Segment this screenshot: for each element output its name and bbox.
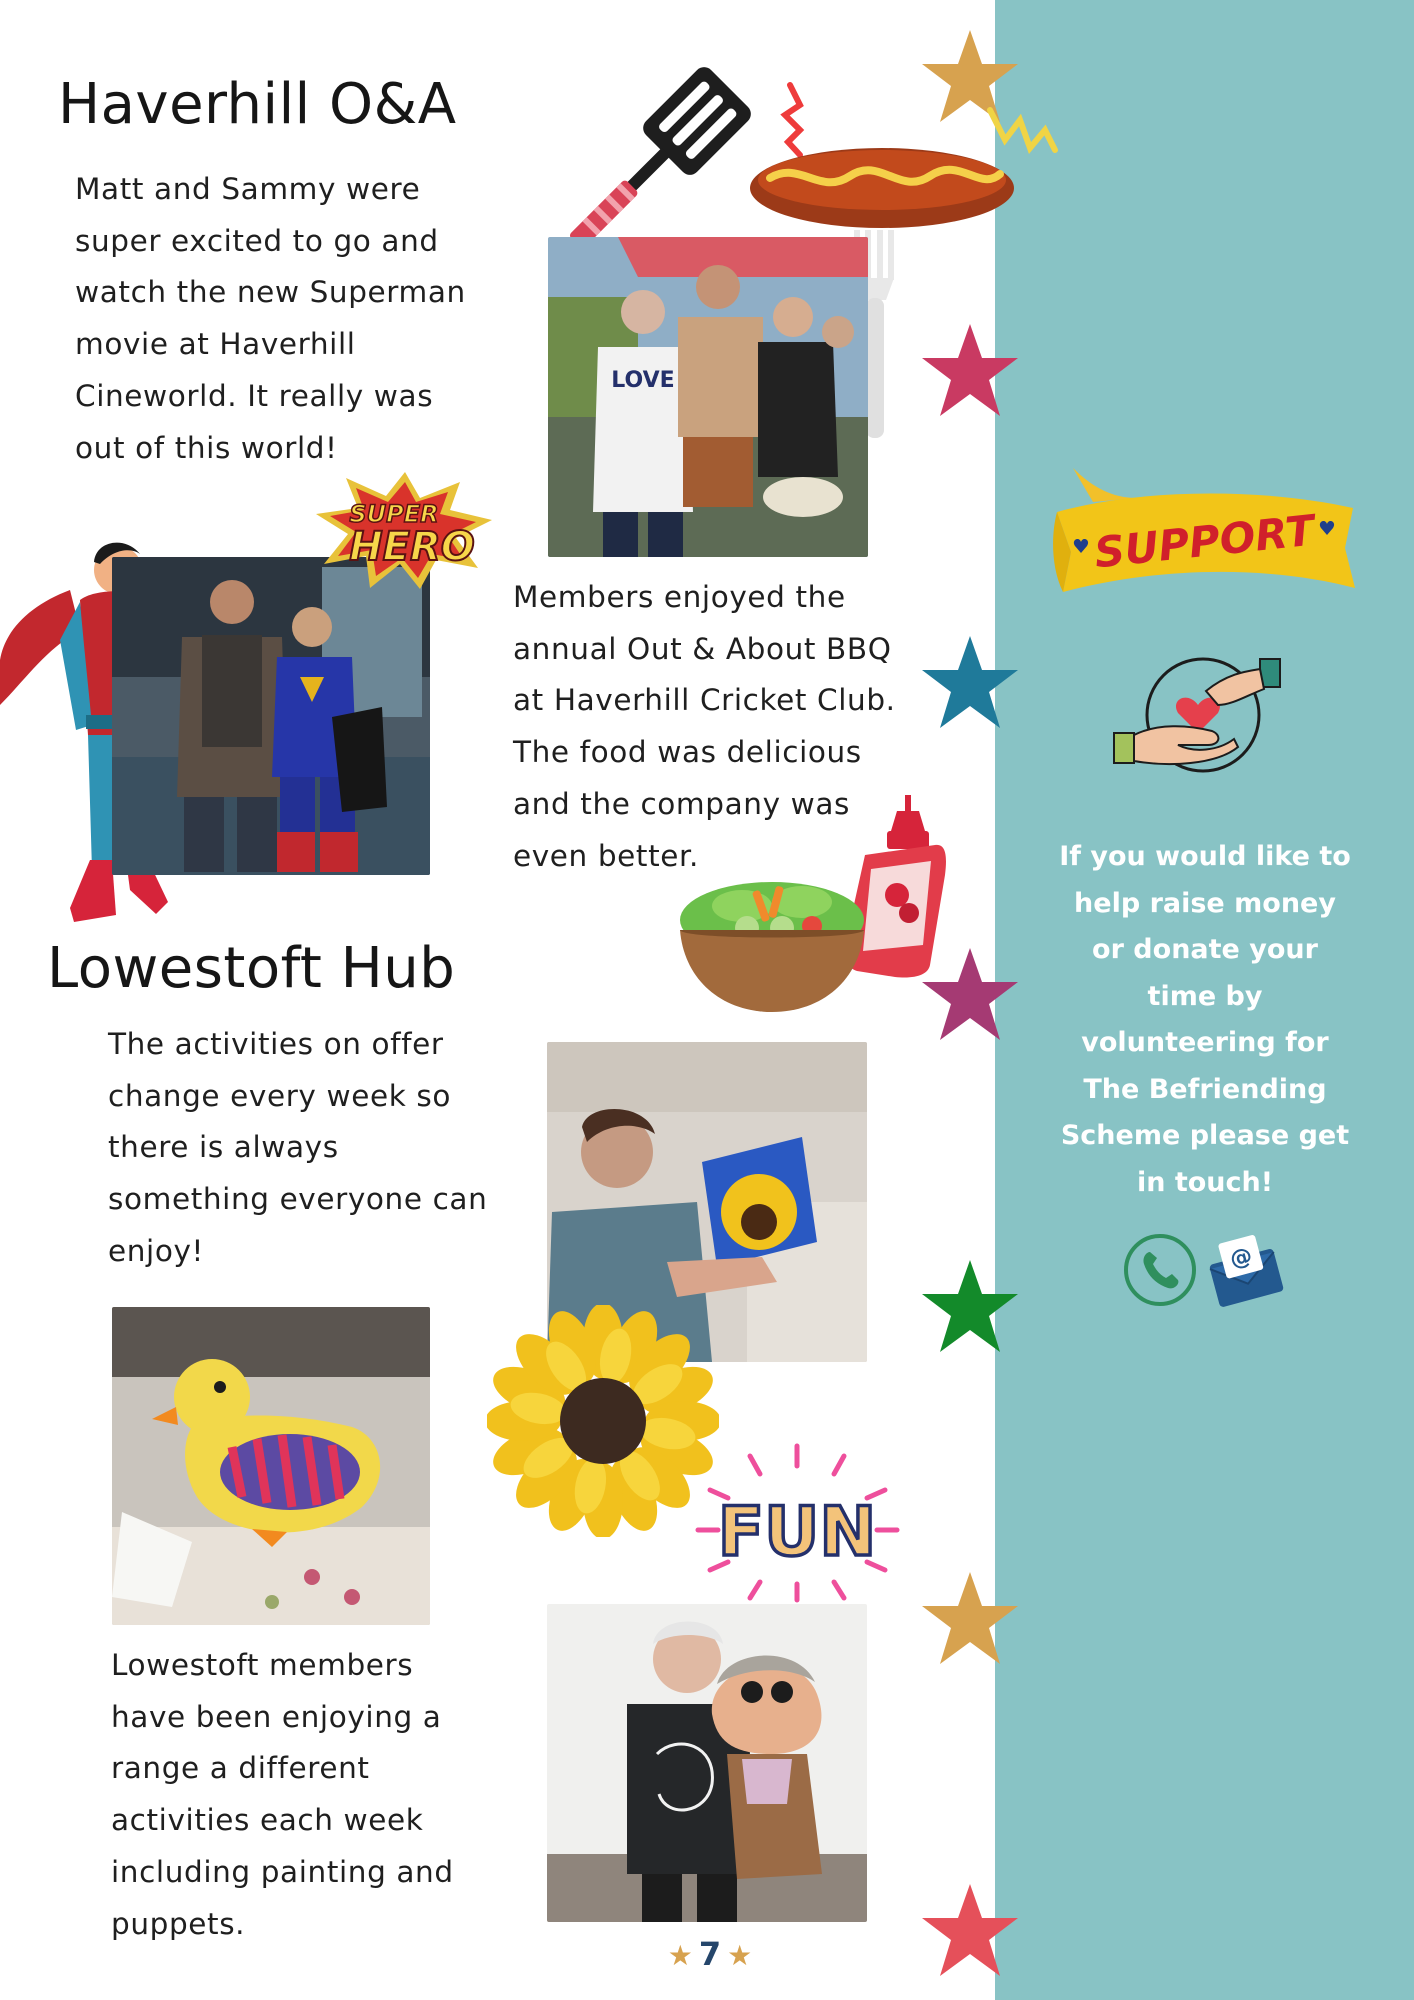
haverhill-paragraph: Matt and Sammy were super excited to go and watch the new Superman movie at Haverhill Cineworld. It really was out of this world! [75, 172, 466, 465]
phone-icon[interactable] [1120, 1230, 1200, 1310]
support-banner-icon [1053, 468, 1358, 608]
page-number [600, 1935, 820, 1973]
duck-craft-photo [112, 1307, 430, 1625]
super-hero-line2: HERO [349, 524, 475, 570]
email-icon[interactable] [1205, 1230, 1287, 1310]
star-icon-small-right: ★ [727, 1939, 753, 1972]
bbq-photo [548, 237, 868, 557]
cinema-photo [112, 557, 430, 875]
fun-sticker-text: FUN [717, 1493, 877, 1572]
salad-bowl-icon [672, 870, 872, 1020]
lowestoft-paragraph-1: The activities on offer change every week so there is always something everyone can enjoy! [108, 1027, 488, 1268]
super-hero-sticker-icon [310, 468, 500, 593]
star-icon-small-left: ★ [667, 1939, 693, 1972]
haverhill-title: Haverhill O&A [58, 72, 457, 137]
heart-hands-icon [1108, 653, 1286, 778]
spatula-icon [556, 62, 756, 262]
email-at-symbol: @ [1227, 1243, 1256, 1274]
puppet-photo [547, 1604, 867, 1922]
hotdog-icon [740, 70, 1080, 250]
sidebar-message: If you would like to help raise money or donate your time by volunteering for The Befriending Scheme please get in touch! [1059, 841, 1351, 1198]
love-shirt-text: LOVE [611, 368, 675, 393]
star-icon-gold-bottom [920, 1570, 1020, 1670]
lowestoft-paragraph-2: Lowestoft members have been enjoying a range a different activities each week including painting and puppets. [111, 1648, 454, 1941]
star-icon-teal [920, 634, 1020, 734]
star-icon-green [920, 1258, 1020, 1358]
fun-sticker-icon [690, 1440, 905, 1605]
star-icon-red [920, 1882, 1020, 1982]
page-number-value: 7 [698, 1935, 722, 1973]
star-icon-pink [920, 322, 1020, 422]
support-banner-text: SUPPORT [1091, 505, 1317, 578]
super-hero-line1: SUPER [349, 500, 439, 528]
bbq-paragraph: Members enjoyed the annual Out & About BBQ at Haverhill Cricket Club. The food was delicious and the company was even better. [513, 580, 896, 873]
lowestoft-title: Lowestoft Hub [47, 936, 456, 1001]
sunflower-icon [487, 1305, 719, 1537]
